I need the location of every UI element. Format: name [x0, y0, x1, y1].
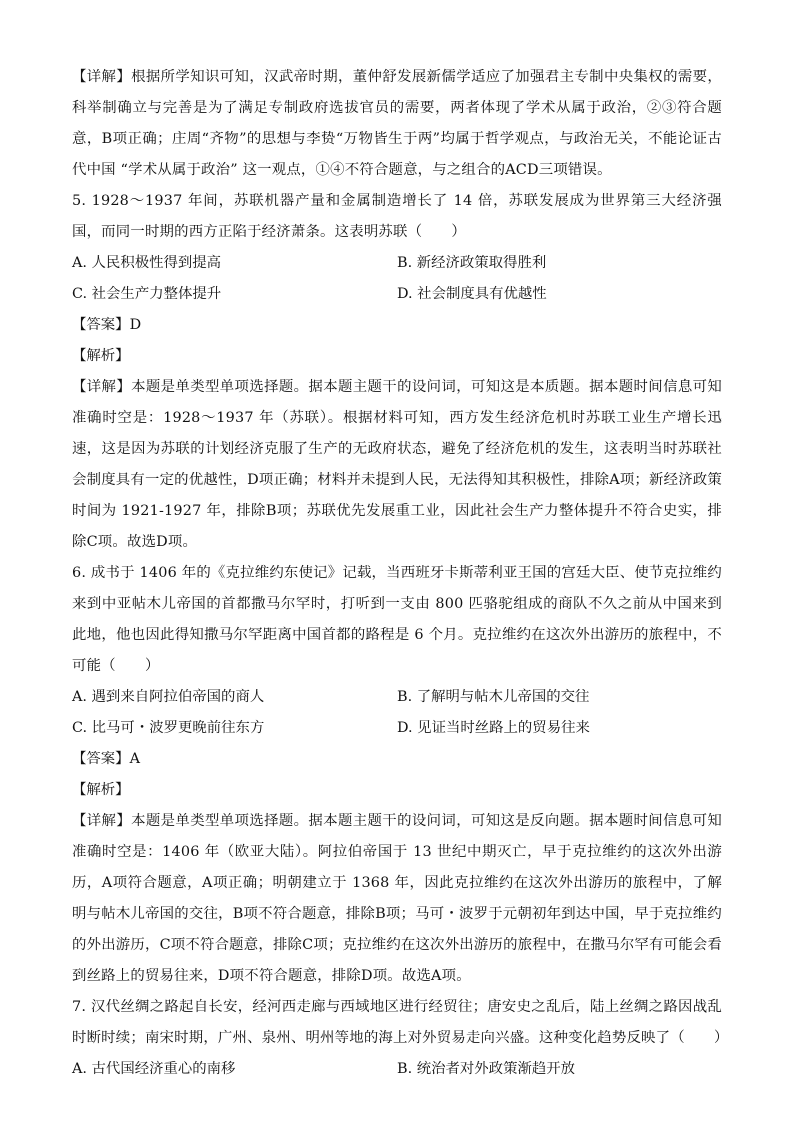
- option-b: B. 新经济政策取得胜利: [397, 255, 547, 271]
- explanation-q6: 【详解】本题是单类型单项选择题。据本题主题干的设问词，可知这是反向题。据本题时间信息可知准确时空是：1406 年（欧亚大陆）。阿拉伯帝国于 13 世纪中期灭亡，早于克拉维约的这次外出游历，A项符合题意，A项正确；明朝建立于 1368 年，因此克拉维约在这次外出游历的旅程中，了解明与帖木儿帝国的交往，B项不符合题意，排除B项；马可・波罗于元朝初年到达中国，早于克拉维约的外出游历，C项不符合题意，排除C项；克拉维约在这次外出游历的旅程中，在撒马尔罕有可能会看到丝路上的贸易往来，D项不符合题意，排除D项。故选A项。: [72, 813, 722, 984]
- question-7-stem: 7. 汉代丝绸之路起自长安，经河西走廊与西域地区进行经贸往；唐安史之乱后，陆上丝绸之路因战乱时断时续；南宋时期，广州、泉州、明州等地的海上对外贸易走向兴盛。这种变化趋势反映了（ ）: [72, 999, 729, 1046]
- question-6-options-row-1: [72, 682, 722, 713]
- option-a: A. 古代国经济重心的南移: [72, 1061, 236, 1077]
- question-5-options-row-2: [72, 279, 722, 310]
- analysis-label-q6: 【解析】: [72, 782, 130, 798]
- question-5-stem: 5. 1928～1937 年间，苏联机器产量和金属制造增长了 14 倍，苏联发展成为世界第三大经济强国，而同一时期的西方正陷于经济萧条。这表明苏联（ ）: [72, 193, 722, 240]
- option-a: A. 人民积极性得到提高: [72, 255, 222, 271]
- option-d: D. 社会制度具有优越性: [397, 286, 547, 302]
- option-c: C. 社会生产力整体提升: [72, 286, 222, 302]
- question-6-options-row-2: [72, 713, 722, 744]
- option-c: C. 比马可・波罗更晚前往东方: [72, 720, 265, 736]
- document-page: [72, 62, 729, 1085]
- answer-label-q6: 【答案】A: [72, 751, 140, 767]
- explanation-q4: 【详解】根据所学知识可知，汉武帝时期，董仲舒发展新儒学适应了加强君主专制中央集权的需要，科举制确立与完善是为了满足专制政府选拔官员的需要，两者体现了学术从属于政治，②③符合题意，B项正确；庄周“齐物”的思想与李贽“万物皆生于两”均属于哲学观点，与政治无关，不能论证古代中国 “学术从属于政治” 这一观点，①④不符合题意，与之组合的ACD三项错误。: [72, 69, 722, 178]
- explanation-q5: 【详解】本题是单类型单项选择题。据本题主题干的设问词，可知这是本质题。据本题时间信息可知准确时空是：1928～1937 年（苏联）。根据材料可知，西方发生经济危机时苏联工业生产增长迅速，这是因为苏联的计划经济克服了生产的无政府状态，避免了经济危机的发生，这表明当时苏联社会制度具有一定的优越性，D项正确；材料并未提到人民，无法得知其积极性，排除A项；新经济政策时间为 1921-1927 年，排除B项；苏联优先发展重工业，因此社会生产力整体提升不符合史实，排除C项。故选D项。: [72, 379, 722, 550]
- option-b: B. 了解明与帖木儿帝国的交往: [397, 689, 590, 705]
- option-a: A. 遇到来自阿拉伯帝国的商人: [72, 689, 265, 705]
- question-5-options-row-1: [72, 248, 722, 279]
- question-6-stem: 6. 成书于 1406 年的《克拉维约东使记》记载，当西班牙卡斯蒂利亚王国的宫廷大臣、使节克拉维约来到中亚帖木儿帝国的首都撒马尔罕时，打听到一支由 800 匹骆驼组成的商队不久之前从中国来到此地，他也因此得知撒马尔罕距离中国首都的路程是 6 个月。克拉维约在这次外出游历的旅程中，不可能（ ）: [72, 565, 722, 674]
- question-7-options-row-1: [72, 1054, 722, 1085]
- answer-label-q5: 【答案】D: [72, 317, 142, 333]
- option-d: D. 见证当时丝路上的贸易往来: [397, 720, 590, 736]
- analysis-label-q5: 【解析】: [72, 348, 130, 364]
- option-b: B. 统治者对外政策渐趋开放: [397, 1061, 576, 1077]
